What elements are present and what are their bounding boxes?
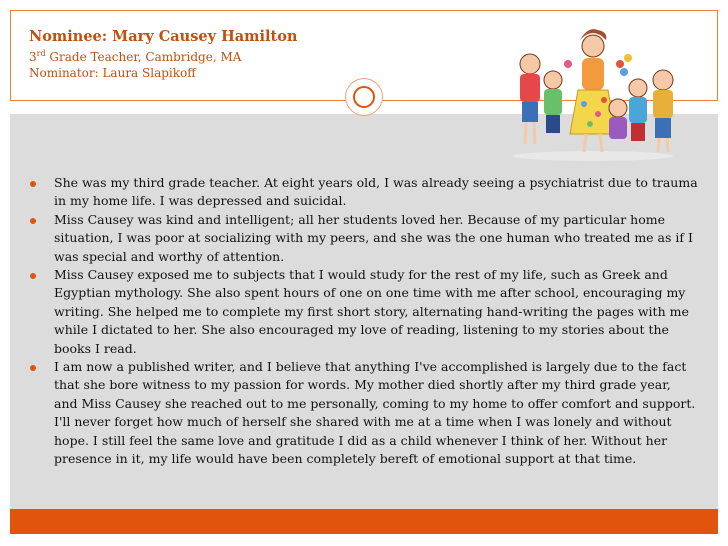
bullet-item [28, 266, 698, 358]
bullet-dot-icon [30, 273, 36, 279]
footer-band [10, 509, 718, 534]
bullet-text: Miss Causey exposed me to subjects that I would study for the rest of my life, such as Greek and Egyptian mythology. She also spent hours of one on one time with me after school, encouraging my writing. She helped me to complete my first short story, alternating hand-writing the pages with me while I dictated to her. She also encouraged my love of reading, listening to my stories about the books I read. [54, 267, 689, 356]
title-block [29, 28, 297, 81]
ring-ornament-icon [346, 79, 382, 115]
bullet-text: She was my third grade teacher. At eight years old, I was already seeing a psychiatrist due to trauma in my home life. I was depressed and suicidal. [54, 175, 698, 209]
slide-title: Nominee: Mary Causey Hamilton [29, 28, 298, 45]
teacher-with-children-illustration-icon [498, 24, 688, 164]
bullet-item [28, 358, 698, 468]
bullet-dot-icon [30, 365, 36, 371]
subtitle [29, 46, 297, 65]
frame-right-line [717, 10, 718, 100]
bullet-text: Miss Causey was kind and intelligent; all her students loved her. Because of my particular home situation, I was poor at socializing with my peers, and she was the one human who treated me as if I was special and worthy of attention. [54, 211, 693, 264]
bullet-dot-icon [30, 218, 36, 224]
subtitle-grade-suffix: rd [36, 49, 46, 58]
bullet-item [28, 174, 698, 211]
bullet-list [28, 174, 698, 469]
subtitle-grade: 3 [29, 50, 37, 64]
subtitle-rest: Grade Teacher, Cambridge, MA [45, 50, 242, 64]
bullet-dot-icon [30, 181, 36, 187]
nominator: Nominator: Laura Slapikoff [29, 66, 196, 80]
ring-inner [353, 86, 375, 108]
bullet-item [28, 211, 698, 266]
bullet-text: I am now a published writer, and I believe that anything I've accomplished is largely due to the fact that she bore witness to my passion for words. My mother died shortly after my third grade year, and Miss Causey she reached out to me personally, coming to my home to offer comfort and support. I'll never forget how much of herself she shared with me at a time when I was lonely and without hope. I still feel the same love and gratitude I did as a child whenever I think of her. Without her presence in it, my life would have been completely bereft of emotional support at that time. [54, 359, 696, 467]
